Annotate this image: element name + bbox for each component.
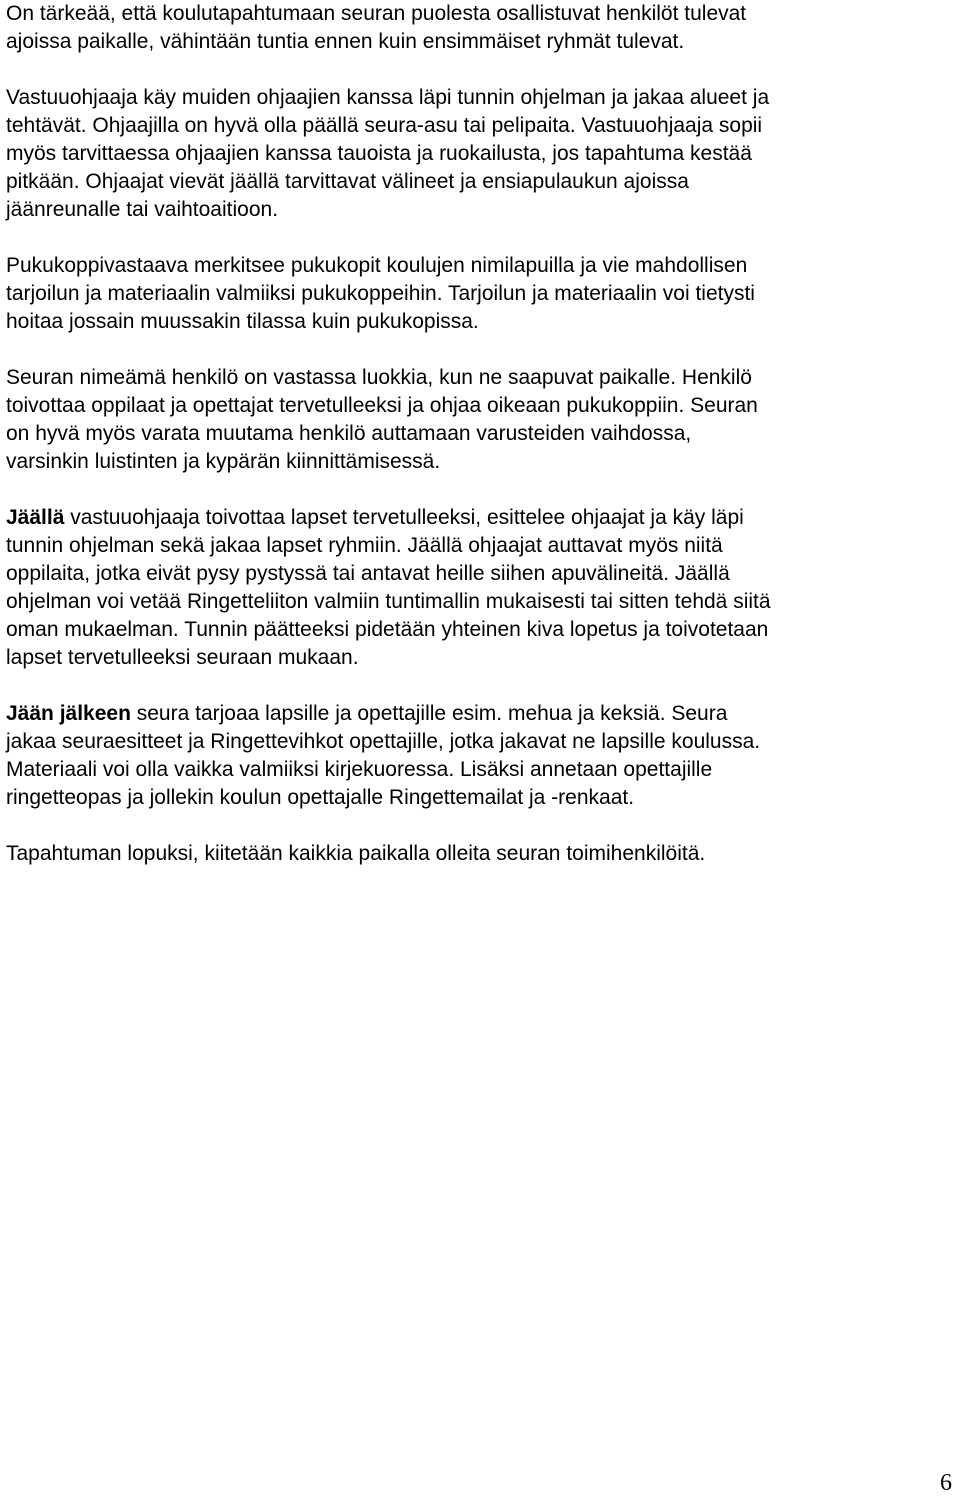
paragraph-after-ice: [6, 700, 906, 812]
text-line: toivottaa oppilaat ja opettajat tervetulleeksi ja ohjaa oikeaan pukukoppiin. Seuran: [6, 394, 758, 417]
text-line: ringetteopas ja jollekin koulun opettajalle Ringettemailat ja -renkaat.: [6, 786, 635, 809]
text-run: seura tarjoaa lapsille ja opettajille esim. mehua ja keksiä. Seura: [130, 702, 728, 725]
text-line: tehtävät. Ohjaajilla on hyvä olla päällä seura-asu tai pelipaita. Vastuuohjaaja sopii: [6, 114, 763, 137]
bold-lead: Jään jälkeen: [6, 702, 131, 725]
text-line: lapset tervetulleeksi seuraan mukaan.: [6, 646, 359, 669]
text-line: ajoissa paikalle, vähintään tuntia ennen kuin ensimmäiset ryhmät tulevat.: [6, 30, 685, 53]
bold-lead: Jäällä: [6, 506, 65, 529]
text-line: pitkään. Ohjaajat vievät jäällä tarvittavat välineet ja ensiapulaukun ajoissa: [6, 170, 689, 193]
text-line: Seuran nimeämä henkilö on vastassa luokkia, kun ne saapuvat paikalle. Henkilö: [6, 366, 752, 389]
document-body: [6, 0, 906, 896]
paragraph-on-ice: [6, 504, 906, 672]
text-line: tarjoilun ja materiaalin valmiiksi pukukoppeihin. Tarjoilun ja materiaalin voi tietysti: [6, 282, 755, 305]
text-line: on hyvä myös varata muutama henkilö auttamaan varusteiden vaihdossa,: [6, 422, 692, 445]
text-line: hoitaa jossain muussakin tilassa kuin pukukopissa.: [6, 310, 479, 333]
text-line: oppilaita, jotka eivät pysy pystyssä tai antavat heille siihen apuvälineitä. Jäällä: [6, 562, 730, 585]
text-line: Vastuuohjaaja käy muiden ohjaajien kanssa läpi tunnin ohjelman ja jakaa alueet ja: [6, 86, 770, 109]
text-line: varsinkin luistinten ja kypärän kiinnittämisessä.: [6, 450, 441, 473]
paragraph-greeter: [6, 364, 906, 476]
text-line: myös tarvittaessa ohjaajien kanssa tauoista ja ruokailusta, jos tapahtuma kestää: [6, 142, 752, 165]
paragraph-arrival: [6, 0, 906, 56]
text-line: ohjelman voi vetää Ringetteliiton valmiin tuntimallin mukaisesti tai sitten tehdä siitä: [6, 590, 771, 613]
text-line: oman mukaelman. Tunnin päätteeksi pidetään yhteinen kiva lopetus ja toivotetaan: [6, 618, 769, 641]
text-line: Tapahtuman lopuksi, kiitetään kaikkia paikalla olleita seuran toimihenkilöitä.: [6, 842, 706, 865]
text-line: jakaa seuraesitteet ja Ringettevihkot opettajille, jotka jakavat ne lapsille koulussa.: [6, 730, 761, 753]
text-line: [6, 700, 906, 728]
text-line: tunnin ohjelman sekä jakaa lapset ryhmiin. Jäällä ohjaajat auttavat myös niitä: [6, 534, 723, 557]
text-line: [6, 504, 906, 532]
paragraph-locker-room: [6, 252, 906, 336]
paragraph-lead-instructor: [6, 84, 906, 224]
text-line: Pukukoppivastaava merkitsee pukukopit koulujen nimilapuilla ja vie mahdollisen: [6, 254, 748, 277]
text-line: jäänreunalle tai vaihtoaitioon.: [6, 198, 279, 221]
text-line: Materiaali voi olla vaikka valmiiksi kirjekuoressa. Lisäksi annetaan opettajille: [6, 758, 713, 781]
text-run: vastuuohjaaja toivottaa lapset tervetulleeksi, esittelee ohjaajat ja käy läpi: [64, 506, 744, 529]
text-line: On tärkeää, että koulutapahtumaan seuran puolesta osallistuvat henkilöt tulevat: [6, 2, 747, 25]
page-number: 6: [940, 1470, 952, 1496]
paragraph-closing: [6, 840, 906, 868]
